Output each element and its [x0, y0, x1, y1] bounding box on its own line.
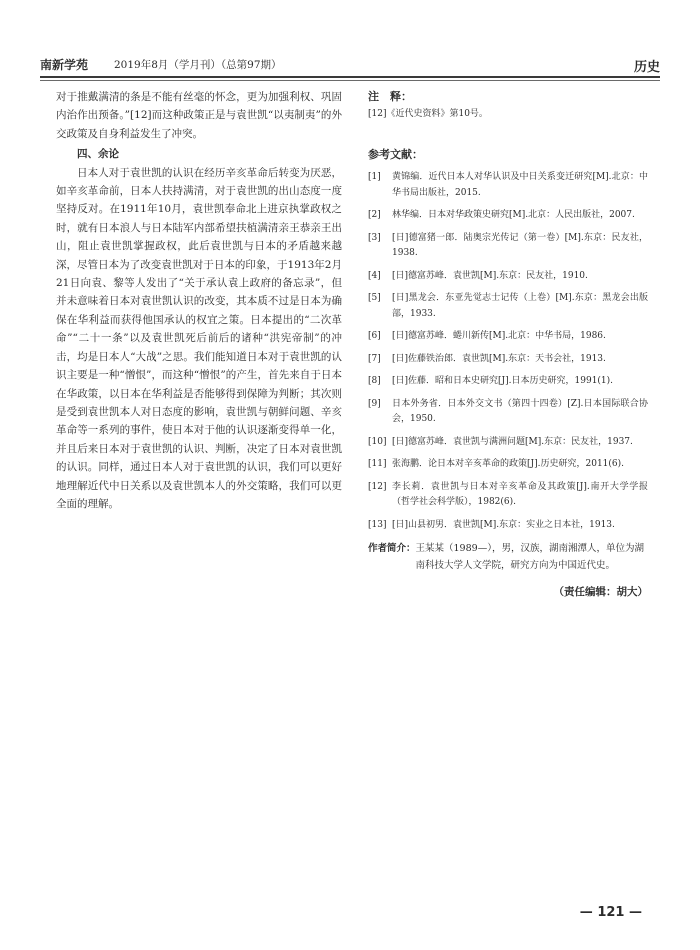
reference-number: [13]	[368, 519, 387, 530]
reference-number: [11]	[368, 459, 387, 469]
reference-item	[368, 457, 648, 473]
reference-text: 李长莉．袁世凯与日本对辛亥革命及其政策[J].南开大学学报（哲学社会科学版），1982(6).	[392, 481, 648, 507]
reference-number: [2]	[368, 210, 381, 220]
reference-item	[368, 208, 648, 224]
reference-text: 黄锦编．近代日本人对华认识及中日关系变迁研究[M].北京：中华书局出版社，2015.	[392, 172, 648, 198]
section-heading: 四、余论	[77, 148, 119, 161]
reference-item	[368, 269, 648, 285]
reference-text: [日]佐藤．昭和日本史研究[J].日本历史研究，1991(1).	[392, 376, 614, 386]
body-paragraph-2: 日本人对于袁世凯的认识在经历辛亥革命后转变为厌恶，如辛亥革命前，日本人扶持满清，对于袁世凯的出山态度一度坚持反对。在1911年10月，袁世凯奉命北上进京执掌政权之时，就有日本浪人与日本陆军内部希望扶植满清亲王恭亲王出山，阻止袁世凯掌握政权，此后袁世凯与日本的矛盾越来越深，尽管日本为了改变袁世凯对于日本的印象，于1913年2月21日向袁、黎等人发出了“关于承认袁上政府的备忘录”，但并未意味着日本对袁世凯认识的改变，其本质不过是日本为确保在华利益而获得他国承认的权宜之策。日本提出的“二次革命”“二十一条”以及袁世凯死后前后的诸种“洪宪帝制”的冲击，均是日本人“大战”之思。我们能知道日本对于袁世凯的认识主要是一种“憎恨”，而这种“憎恨”的产生，首先来自于日本在华政策，以日本在华利益是否能够得到保障为判断；其次则是受到袁世凯本人对日态度的影响，袁世凯与朝鲜问题、辛亥革命等一系列的事件，使日本对于他的认识逐渐变得单一化，并且后来日本对于袁世凯的认识、判断，决定了日本对袁世凯的认识。同样，通过日本人对于袁世凯的认识，我们可以更好地理解近代中日关系以及袁世凯本人的外交策略，我们可以更全面的理解。	[56, 166, 342, 510]
body-paragraph-1: 对于推戴满清的条是不能有丝毫的怀念，更为加强利权、巩固内治作出预备。”[12]而这种政策正是与袁世凯“以夷制夷”的外交政策及自身利益发生了冲突。	[56, 91, 342, 140]
reference-item	[368, 435, 648, 451]
author-label: 作者简介：	[368, 543, 416, 554]
reference-number: [10]	[368, 436, 387, 447]
reference-number: [3]	[368, 232, 381, 243]
notes-text: [12]《近代史资料》第10号。	[368, 109, 488, 119]
reference-text: [日]山县初男．袁世凯[M].东京：实业之日本社，1913.	[392, 519, 615, 530]
reference-number: [7]	[368, 353, 381, 364]
reference-item	[368, 291, 648, 322]
reference-text: [日]德富苏峰．蜷川新传[M].北京：中华书局，1986.	[392, 331, 606, 341]
header-rule-thick	[40, 76, 660, 78]
reference-number: [6]	[368, 331, 381, 341]
reference-number: [1]	[368, 172, 381, 182]
header-rule-thin	[40, 80, 660, 81]
reference-text: [日]德富猪一郎．陆奥宗光传记（第一卷）[M].东京：民友社，1938.	[392, 232, 648, 258]
left-column	[56, 88, 342, 513]
journal-name: 南新学苑	[40, 58, 89, 72]
reference-list	[368, 170, 648, 533]
reference-item	[368, 480, 648, 511]
reference-number: [4]	[368, 270, 381, 281]
reference-number: [12]	[368, 481, 387, 492]
reference-item	[368, 518, 648, 534]
section-title: 历史	[633, 60, 660, 75]
reference-text: 日本外务省．日本外交文书（第四十四卷）[Z].日本国际联合协会，1950.	[392, 398, 648, 424]
notes-label: 注 释：	[368, 90, 412, 103]
page-header	[40, 56, 660, 74]
reference-item	[368, 170, 648, 201]
reference-text: 张海鹏．论日本对辛亥革命的政策[J].历史研究，2011(6).	[392, 459, 625, 469]
reference-text: 林华编．日本对华政策史研究[M].北京：人民出版社，2007.	[392, 210, 635, 220]
reference-item	[368, 374, 648, 390]
editor-note: （责任编辑：胡大）	[553, 586, 648, 598]
references-label: 参考文献：	[368, 148, 423, 161]
reference-number: [8]	[368, 376, 381, 386]
right-column	[368, 88, 648, 599]
reference-text: [日]佐藤铁治郎．袁世凯[M].东京：天书会社，1913.	[392, 353, 606, 364]
author-text: 王某某（1989—），男，汉族，湖南湘潭人，单位为湖南科技大学人文学院，研究方向为中国近代史。	[415, 543, 644, 571]
reference-text: [日]黑龙会．东亚先觉志士记传（上卷）[M].东京：黑龙会出版部，1933.	[392, 293, 648, 319]
reference-item	[368, 329, 648, 345]
reference-text: [日]德富苏峰．袁世凯[M].东京：民友社，1910.	[392, 270, 588, 281]
issue-info: 2019年8月（学月刊）（总第97期）	[114, 59, 282, 71]
author-bio	[368, 540, 648, 574]
reference-item	[368, 397, 648, 428]
reference-number: [5]	[368, 293, 381, 303]
reference-item	[368, 352, 648, 368]
reference-text: [日]德富苏峰．袁世凯与满洲问题[M].东京：民友社，1937.	[392, 436, 633, 447]
page-number: — 121 —	[579, 905, 642, 920]
reference-number: [9]	[368, 398, 381, 409]
reference-item	[368, 231, 648, 262]
